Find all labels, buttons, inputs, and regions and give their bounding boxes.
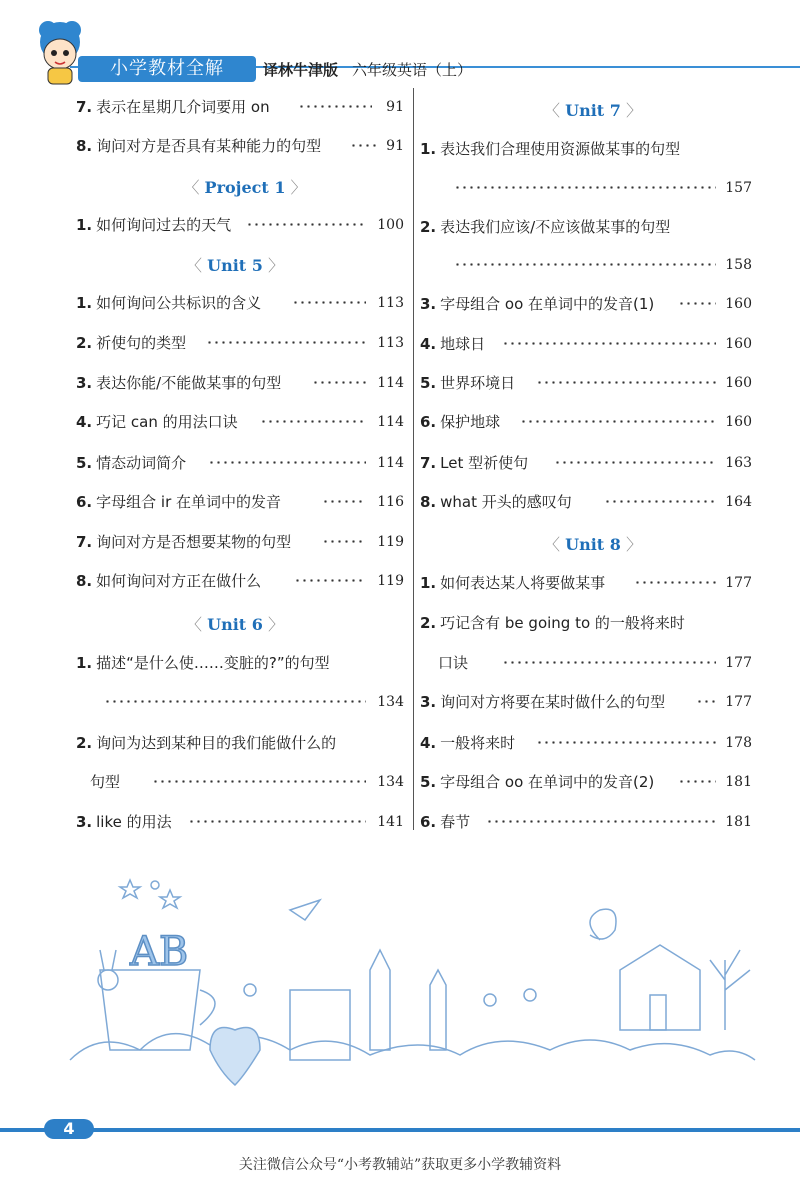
toc-entry-line1[interactable] [420, 215, 752, 239]
entry-page: 113 [377, 295, 404, 311]
toc-entry[interactable] [76, 410, 404, 434]
entry-number: 7. [76, 533, 93, 551]
leader-dots [536, 381, 716, 384]
toc-entry-line2[interactable] [76, 690, 404, 714]
entry-number: 6. [420, 413, 437, 431]
toc-entry[interactable] [76, 810, 404, 834]
entry-title: 字母组合 ir 在单词中的发音 [96, 493, 282, 511]
toc-entry[interactable] [76, 569, 404, 593]
unit-heading: 〈 Unit 5 〉 [186, 256, 284, 275]
toc-entry[interactable] [76, 331, 404, 355]
leader-dots [678, 780, 716, 783]
footer-note: 关注微信公众号“小考教辅站”获取更多小学教辅资料 [238, 1157, 562, 1173]
entry-title: 春节 [440, 813, 471, 831]
leader-dots [294, 579, 366, 582]
entry-title-continued: 口诀 [438, 654, 469, 672]
toc-entry-line1[interactable] [420, 611, 752, 635]
entry-title: Let 型祈使句 [440, 454, 529, 472]
entry-page: 116 [377, 494, 404, 510]
entry-number: 4. [420, 335, 437, 353]
entry-number: 3. [76, 374, 93, 392]
grade-label: 六年级英语（上） [352, 61, 473, 79]
toc-entry[interactable] [420, 292, 752, 316]
toc-entry[interactable] [420, 690, 752, 714]
leader-dots [152, 780, 366, 783]
entry-page: 119 [377, 573, 404, 589]
leader-dots [454, 186, 716, 189]
toc-entry[interactable] [420, 332, 752, 356]
unit-heading: 〈 Unit 6 〉 [186, 615, 284, 634]
toc-entry[interactable] [76, 95, 404, 119]
entry-title: 字母组合 oo 在单词中的发音(1) [440, 295, 655, 313]
leader-dots [312, 381, 366, 384]
entry-page: 178 [725, 735, 752, 751]
entry-page: 157 [725, 180, 752, 196]
toc-entry-line2[interactable] [76, 770, 404, 794]
svg-text:AB: AB [130, 929, 189, 975]
entry-number: 1. [420, 140, 437, 158]
entry-title: 如何表达某人将要做某事 [440, 574, 606, 592]
entry-page: 114 [377, 455, 404, 471]
toc-entry[interactable] [420, 770, 752, 794]
entry-page: 160 [725, 414, 752, 430]
leader-dots [554, 461, 716, 464]
entry-page: 177 [725, 575, 752, 591]
toc-entry[interactable] [420, 410, 752, 434]
leader-dots [536, 741, 716, 744]
entry-number: 6. [76, 493, 93, 511]
entry-title: 祈使句的类型 [96, 334, 187, 352]
decorative-illustration [60, 850, 760, 1100]
entry-page: 160 [725, 375, 752, 391]
column-divider [413, 88, 414, 830]
edition-label: 译林牛津版 [263, 61, 339, 79]
toc-entry[interactable] [76, 291, 404, 315]
entry-title: 询问为达到某种目的我们能做什么的 [96, 734, 337, 752]
entry-page: 164 [725, 494, 752, 510]
toc-entry[interactable] [76, 134, 404, 158]
entry-page: 113 [377, 335, 404, 351]
entry-number: 2. [420, 218, 437, 236]
unit-heading: 〈 Unit 8 〉 [544, 535, 642, 554]
entry-number: 1. [76, 294, 93, 312]
entry-page: 158 [725, 257, 752, 273]
leader-dots [502, 661, 716, 664]
entry-page: 134 [377, 694, 404, 710]
entry-title: 表达我们应该/不应该做某事的句型 [440, 218, 671, 236]
entry-title: 表示在星期几介词要用 on [96, 98, 270, 116]
unit-heading: 〈 Unit 7 〉 [544, 101, 642, 120]
toc-entry[interactable] [420, 571, 752, 595]
entry-title: 情态动词简介 [96, 454, 187, 472]
entry-number: 2. [76, 334, 93, 352]
entry-title: 如何询问过去的天气 [96, 216, 232, 234]
entry-title: like 的用法 [96, 813, 172, 831]
entry-page: 134 [377, 774, 404, 790]
entry-title: 询问对方是否想要某物的句型 [96, 533, 292, 551]
entry-page: 114 [377, 375, 404, 391]
entry-number: 5. [420, 773, 437, 791]
page-number: 4 [44, 1119, 94, 1139]
header-area [0, 0, 800, 52]
entry-number: 2. [76, 734, 93, 752]
leader-dots [502, 342, 716, 345]
entry-title: 巧记含有 be going to 的一般将来时 [440, 614, 685, 632]
entry-number: 3. [76, 813, 93, 831]
entry-title: 询问对方是否具有某种能力的句型 [96, 137, 322, 155]
entry-page: 91 [386, 138, 404, 154]
leader-dots [104, 700, 366, 703]
leader-dots [604, 500, 716, 503]
entry-title-continued: 句型 [90, 773, 121, 791]
leader-dots [634, 581, 716, 584]
entry-title: 保护地球 [440, 413, 501, 431]
toc-entry-line2[interactable] [420, 253, 752, 277]
leader-dots [678, 302, 716, 305]
leader-dots [322, 540, 366, 543]
toc-entry-line2[interactable] [420, 176, 752, 200]
leader-dots [206, 341, 366, 344]
toc-entry[interactable] [76, 490, 404, 514]
entry-title: 字母组合 oo 在单词中的发音(2) [440, 773, 655, 791]
leader-dots [350, 144, 376, 147]
entry-title: 描述“是什么使……变脏的?”的句型 [96, 654, 330, 672]
entry-page: 163 [725, 455, 752, 471]
entry-number: 7. [76, 98, 93, 116]
entry-title: 巧记 can 的用法口诀 [96, 413, 238, 431]
leader-dots [298, 105, 372, 108]
toc-entry[interactable] [420, 490, 752, 514]
toc-entry[interactable] [420, 451, 752, 475]
entry-page: 177 [725, 694, 752, 710]
entry-number: 1. [76, 654, 93, 672]
leader-dots [520, 420, 716, 423]
brand-label: 小学教材全解 [78, 56, 256, 82]
toc-entry-line1[interactable] [420, 137, 752, 161]
entry-page: 141 [377, 814, 404, 830]
toc-entry[interactable] [76, 213, 404, 237]
toc-entry[interactable] [76, 371, 404, 395]
entry-number: 8. [76, 572, 93, 590]
toc-entry-line2[interactable] [420, 651, 752, 675]
leader-dots [454, 263, 716, 266]
toc-entry-line1[interactable] [76, 731, 404, 755]
leader-dots [322, 500, 366, 503]
entry-title: 世界环境日 [440, 374, 516, 392]
entry-number: 4. [76, 413, 93, 431]
entry-page: 177 [725, 655, 752, 671]
entry-number: 3. [420, 295, 437, 313]
toc-entry[interactable] [420, 371, 752, 395]
entry-page: 160 [725, 336, 752, 352]
unit-heading: 〈 Project 1 〉 [183, 178, 307, 197]
leader-dots [260, 420, 366, 423]
entry-title: 询问对方将要在某时做什么的句型 [440, 693, 666, 711]
leader-dots [246, 223, 366, 226]
entry-number: 3. [420, 693, 437, 711]
entry-title: what 开头的感叹句 [440, 493, 572, 511]
toc-entry[interactable] [420, 810, 752, 834]
toc-entry[interactable] [76, 451, 404, 475]
entry-number: 8. [420, 493, 437, 511]
entry-number: 2. [420, 614, 437, 632]
entry-page: 181 [725, 814, 752, 830]
entry-page: 160 [725, 296, 752, 312]
entry-number: 1. [76, 216, 93, 234]
entry-number: 8. [76, 137, 93, 155]
entry-number: 6. [420, 813, 437, 831]
toc-entry-line1[interactable] [76, 651, 404, 675]
leader-dots [486, 820, 716, 823]
entry-page: 91 [386, 99, 404, 115]
leader-dots [292, 301, 366, 304]
entry-title: 表达我们合理使用资源做某事的句型 [440, 140, 681, 158]
entry-title: 地球日 [440, 335, 486, 353]
footer-rule [0, 1128, 800, 1132]
entry-title: 如何询问公共标识的含义 [96, 294, 262, 312]
entry-number: 5. [76, 454, 93, 472]
entry-page: 181 [725, 774, 752, 790]
leader-dots [188, 820, 366, 823]
entry-page: 114 [377, 414, 404, 430]
entry-title: 一般将来时 [440, 734, 516, 752]
entry-title: 如何询问对方正在做什么 [96, 572, 262, 590]
entry-number: 4. [420, 734, 437, 752]
entry-number: 7. [420, 454, 437, 472]
toc-entry[interactable] [76, 530, 404, 554]
leader-dots [208, 461, 366, 464]
entry-number: 1. [420, 574, 437, 592]
entry-number: 5. [420, 374, 437, 392]
toc-entry[interactable] [420, 731, 752, 755]
entry-page: 100 [377, 217, 404, 233]
entry-page: 119 [377, 534, 404, 550]
entry-title: 表达你能/不能做某事的句型 [96, 374, 282, 392]
leader-dots [696, 700, 716, 703]
